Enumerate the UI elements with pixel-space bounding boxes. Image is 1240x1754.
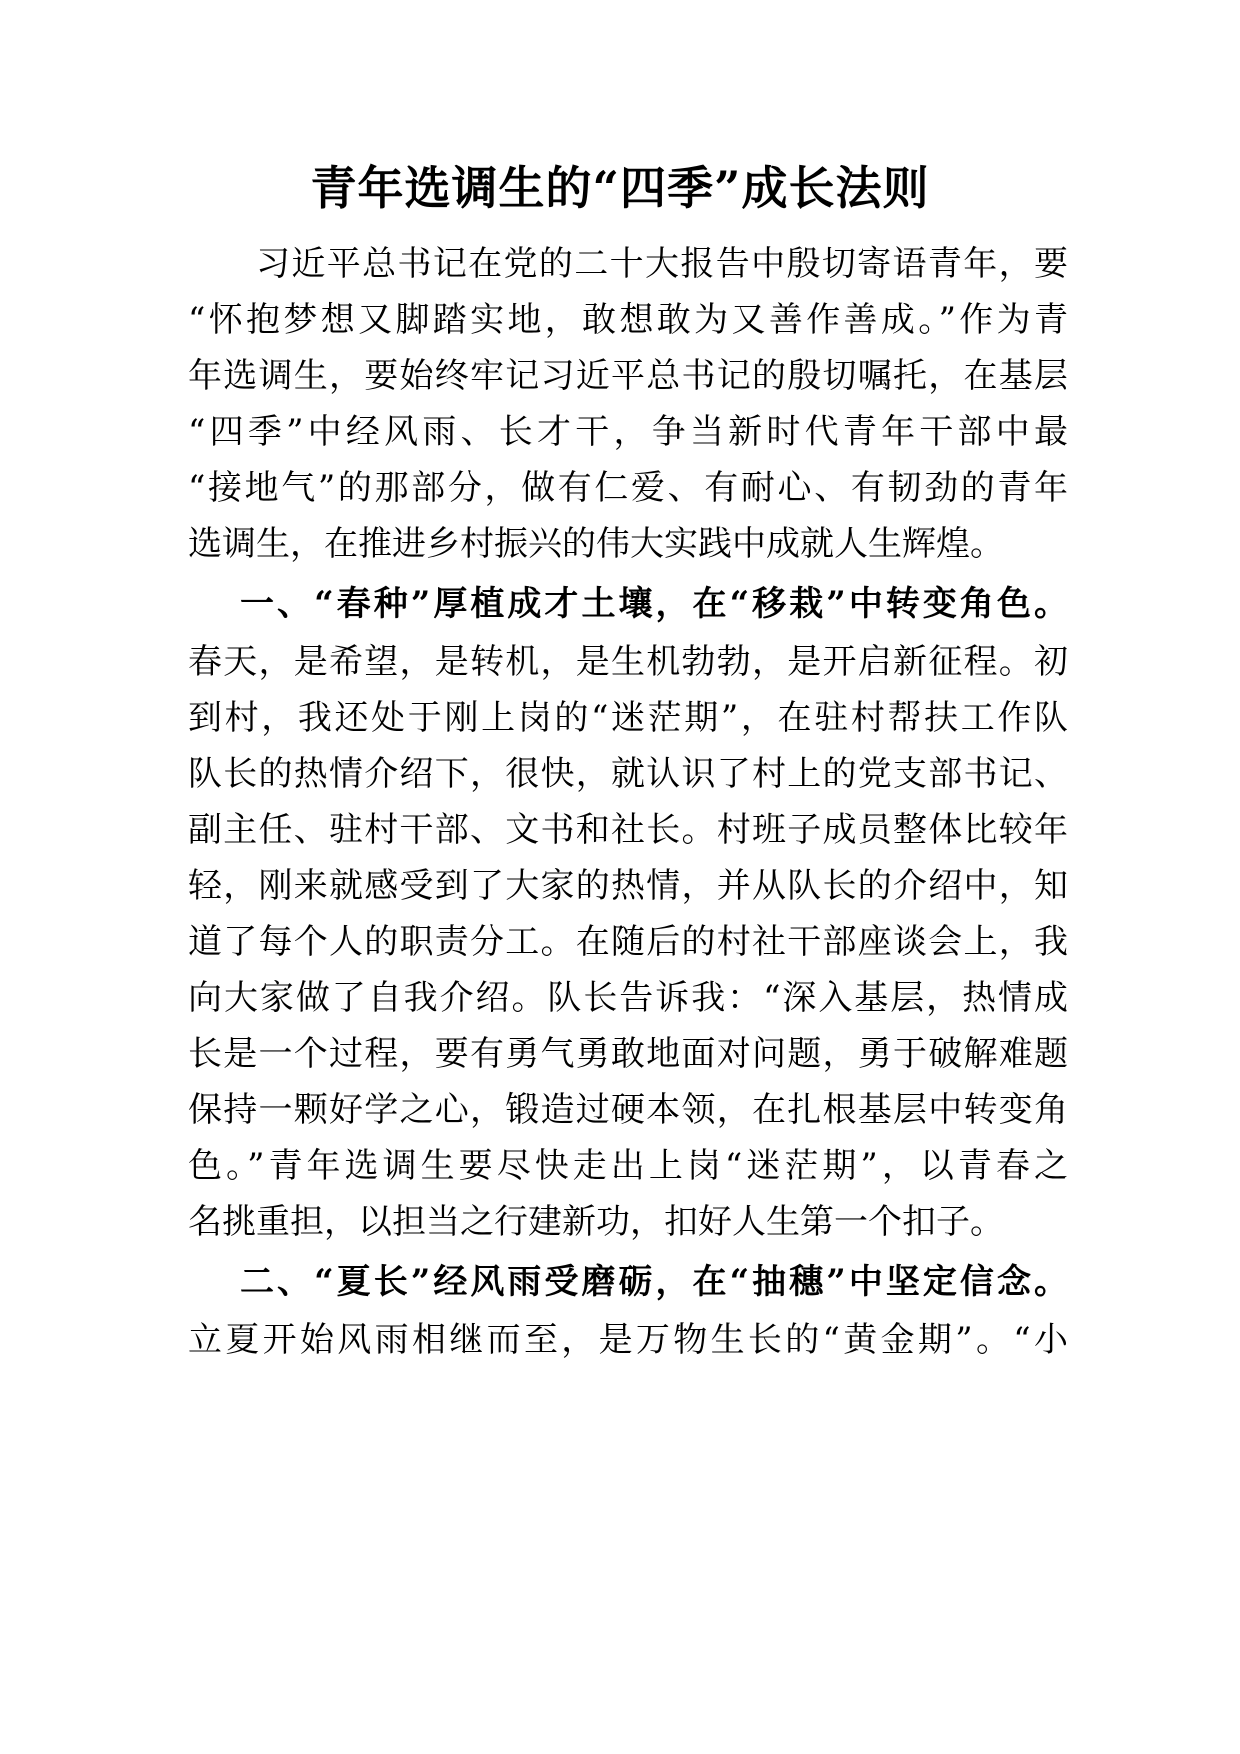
section1-line-10: 色。”青年选调生要尽快走出上岗“迷茫期”，以青春之 [188, 1146, 1068, 1186]
section1-line-1: 春天，是希望，是转机，是生机勃勃，是开启新征程。初 [188, 642, 1068, 682]
section-heading-spring: 一、“春种”厚植成才土壤，在“移栽”中转变角色。 [240, 584, 1068, 624]
section1-line-8: 长是一个过程，要有勇气勇敢地面对问题，勇于破解难题 [188, 1034, 1068, 1074]
section1-line-7: 向大家做了自我介绍。队长告诉我：“深入基层，热情成 [188, 978, 1068, 1018]
intro-line-5: “接地气”的那部分，做有仁爱、有耐心、有韧劲的青年 [188, 468, 1068, 508]
section1-line-6: 道了每个人的职责分工。在随后的村社干部座谈会上，我 [188, 922, 1068, 962]
document-title: 青年选调生的“四季”成长法则 [310, 161, 930, 215]
section2-line-1: 立夏开始风雨相继而至，是万物生长的“黄金期”。“小 [188, 1320, 1068, 1360]
section1-line-3: 队长的热情介绍下，很快，就认识了村上的党支部书记、 [188, 754, 1068, 794]
section1-line-9: 保持一颗好学之心，锻造过硬本领，在扎根基层中转变角 [188, 1090, 1068, 1130]
section1-line-11: 名挑重担，以担当之行建新功，扣好人生第一个扣子。 [188, 1202, 1004, 1242]
section-heading-summer: 二、“夏长”经风雨受磨砺，在“抽穗”中坚定信念。 [240, 1262, 1068, 1302]
section1-line-5: 轻，刚来就感受到了大家的热情，并从队长的介绍中，知 [188, 866, 1068, 906]
intro-line-3: 年选调生，要始终牢记习近平总书记的殷切嘱托，在基层 [188, 356, 1068, 396]
section1-line-4: 副主任、驻村干部、文书和社长。村班子成员整体比较年 [188, 810, 1068, 850]
intro-line-1: 习近平总书记在党的二十大报告中殷切寄语青年，要 [256, 244, 1068, 284]
intro-line-6: 选调生，在推进乡村振兴的伟大实践中成就人生辉煌。 [188, 524, 1004, 564]
intro-line-4: “四季”中经风雨、长才干，争当新时代青年干部中最 [188, 412, 1068, 452]
intro-line-2: “怀抱梦想又脚踏实地，敢想敢为又善作善成。”作为青 [188, 300, 1068, 340]
section1-line-2: 到村，我还处于刚上岗的“迷茫期”，在驻村帮扶工作队 [188, 698, 1068, 738]
